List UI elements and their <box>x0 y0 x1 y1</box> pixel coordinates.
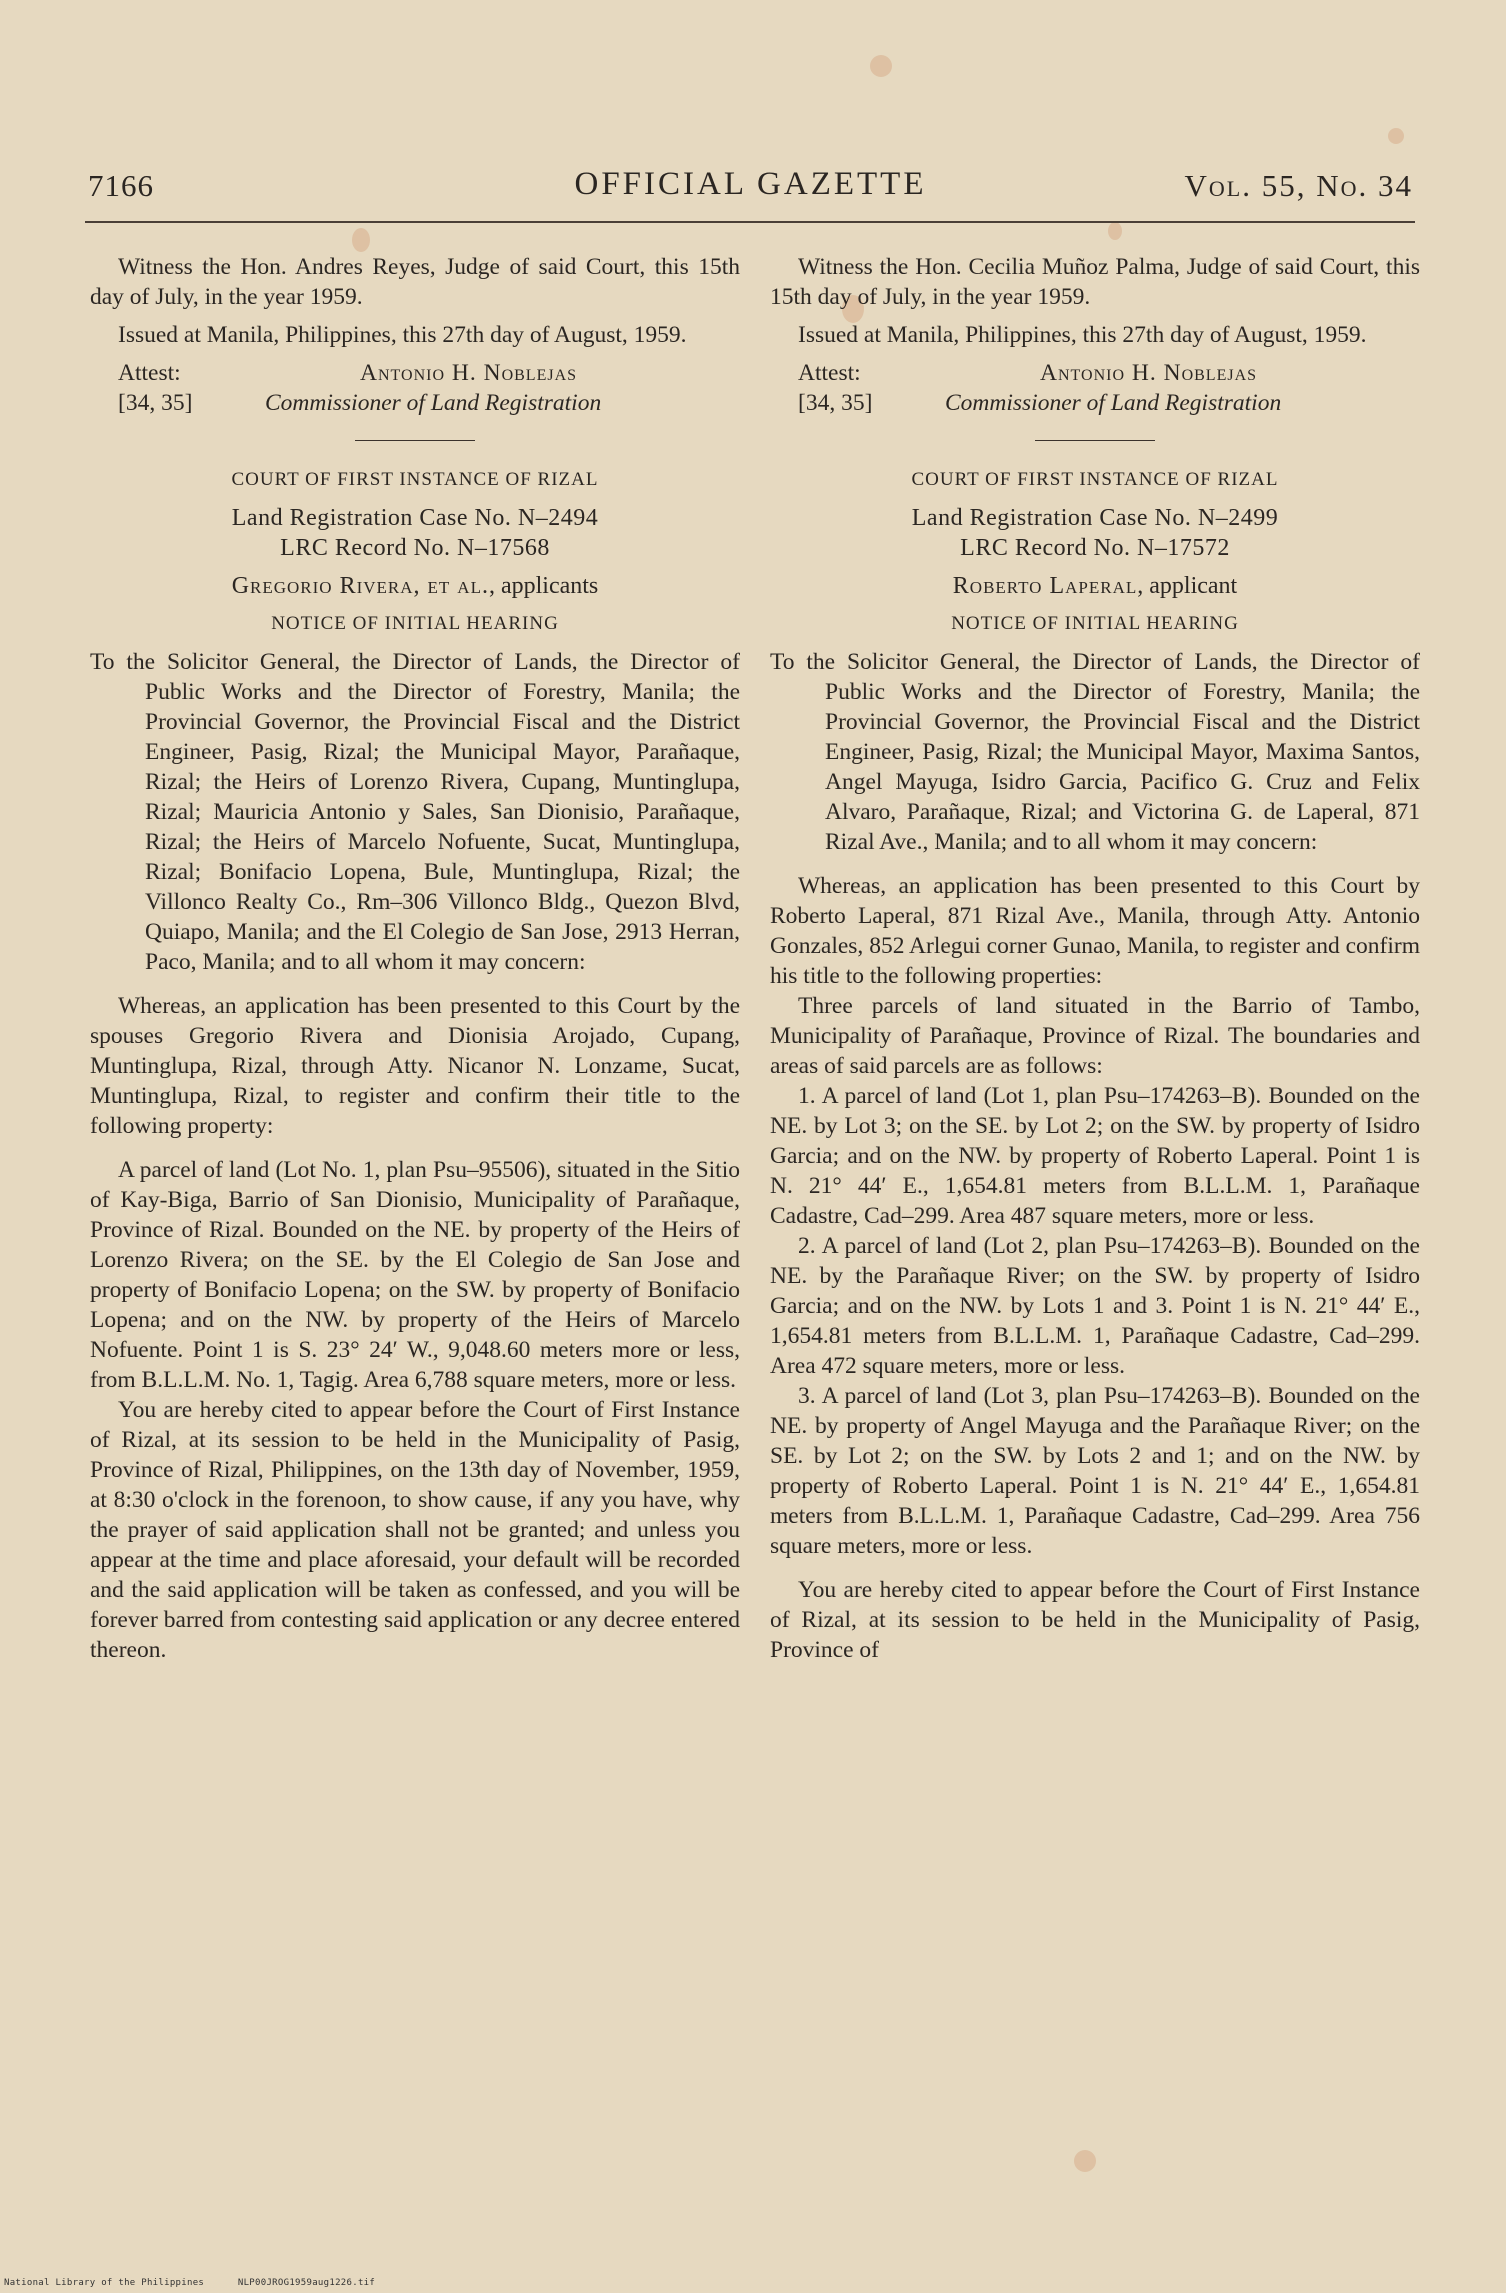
parcel-2-description: 2. A parcel of land (Lot 2, plan Psu–174263–B). Bounded on the NE. by the Parañaque River; on the SW. by property of Isidro Garcia; and on the NW. by Lots 1 and 3. Point 1 is N. 21° 44′ E., 1,654.81 meters from B.L.L.M. 1, Parañaque Cadastre, Cad–299. Area 472 square meters, more or less. <box>770 1233 1420 1379</box>
parcel-description: A parcel of land (Lot No. 1, plan Psu–95506), situated in the Sitio of Kay-Biga, Barrio of San Dionisio, Municipality of Parañaque, Province of Rizal. Bounded on the NE. by property of the Heirs of Lorenzo Rivera; on the SE. by the El Colegio de San Jose and property of Bonifacio Lopena; on the SW. by property of Bonifacio Lopena; and on the NW. by property of the Heirs of Marcelo Nofuente. Point 1 is S. 23° 24′ W., 9,048.60 meters more or less, from B.L.L.M. No. 1, Tagig. Area 6,788 square meters, more or less. <box>90 1157 740 1393</box>
lrc-record: LRC Record No. N–17568 <box>280 535 550 561</box>
paper-stain <box>1108 222 1122 240</box>
issue-reference: [34, 35] <box>118 390 193 416</box>
attest-title-line <box>90 388 740 418</box>
addressees-paragraph: To the Solicitor General, the Director of Lands, the Director of Public Works and the Director of Forestry, Manila; the Provincial Governor, the Provincial Fiscal and the District Engineer, Pasig, Rizal; the Municipal Mayor, Maxima Santos, Angel Mayuga, Isidro Garcia, Pacifico G. Cruz and Felix Alvaro, Parañaque, Rizal; and Victorina G. de Laperal, 871 Rizal Ave., Manila; and to all whom it may concern: <box>770 649 1420 855</box>
applicant-name: Roberto Laperal <box>952 573 1138 599</box>
right-column <box>770 252 1420 1665</box>
attest-label: Attest: <box>798 360 861 386</box>
case-number: Land Registration Case No. N–2494 <box>231 505 599 531</box>
commissioner-title: Commissioner of Land Registration <box>945 390 1282 416</box>
issue-reference: [34, 35] <box>798 390 873 416</box>
applicant-name: Gregorio Rivera, et al. <box>231 573 489 599</box>
left-column <box>90 252 740 1665</box>
publication-title: OFFICIAL GAZETTE <box>574 166 927 202</box>
section-divider <box>1035 440 1155 441</box>
library-credit: National Library of the Philippines <box>4 2278 205 2288</box>
issued-paragraph: Issued at Manila, Philippines, this 27th day of August, 1959. <box>118 322 687 348</box>
parcel-1-description: 1. A parcel of land (Lot 1, plan Psu–174263–B). Bounded on the NE. by Lot 3; on the SE. by Lot 2; on the SW. by property of Isidro Garcia; and on the NW. by property of Roberto Laperal. Point 1 is N. 21° 44′ E., 1,654.81 meters from B.L.L.M. 1, Parañaque Cadastre, Cad–299. Area 487 square meters, more or less. <box>770 1083 1420 1229</box>
section-divider <box>355 440 475 441</box>
citation-paragraph: You are hereby cited to appear before the Court of First Instance of Rizal, at its session to be held in the Municipality of Pasig, Province of Rizal, Philippines, on the 13th day of November, 1959, at 8:30 o'clock in the forenoon, to show cause, if any you have, why the prayer of said application shall not be granted; and unless you appear at the time and place aforesaid, your default will be recorded and the said application will be taken as confessed, and you will be forever barred from contesting said application or any decree entered thereon. <box>90 1397 740 1663</box>
paper-stain <box>1388 128 1404 144</box>
scan-filename: NLP00JROG1959aug1226.tif <box>237 2278 376 2288</box>
parcel-3-description: 3. A parcel of land (Lot 3, plan Psu–174263–B). Bounded on the NE. by property of Angel Mayuga and the Parañaque River; on the SE. by Lot 2; on the SW. by Lots 2 and 1; and on the NW. by property of Roberto Laperal. Point 1 is N. 21° 44′ E., 1,654.81 meters from B.L.L.M. 1, Parañaque Cadastre, Cad–299. Area 756 square meters, more or less. <box>770 1383 1420 1559</box>
attest-label: Attest: <box>118 360 181 386</box>
case-number: Land Registration Case No. N–2499 <box>911 505 1279 531</box>
whereas-paragraph: Whereas, an application has been presented to this Court by Roberto Laperal, 871 Rizal Ave., Manila, through Atty. Antonio Gonzales, 852 Arlegui corner Gunao, Manila, to register and confirm his title to the following properties: <box>770 873 1420 989</box>
witness-paragraph: Witness the Hon. Cecilia Muñoz Palma, Judge of said Court, this 15th day of July, in the year 1959. <box>770 254 1420 310</box>
notice-heading: NOTICE OF INITIAL HEARING <box>951 613 1239 634</box>
attest-title-line <box>770 388 1420 418</box>
paper-stain <box>1074 2150 1096 2172</box>
scan-footer <box>4 2278 403 2288</box>
lrc-record: LRC Record No. N–17572 <box>960 535 1230 561</box>
court-heading: COURT OF FIRST INSTANCE OF RIZAL <box>231 469 599 490</box>
attest-line <box>770 358 1420 388</box>
court-heading: COURT OF FIRST INSTANCE OF RIZAL <box>911 469 1279 490</box>
volume-issue: Vol. 55, No. 34 <box>1184 168 1413 203</box>
applicant-suffix: , applicant <box>1137 573 1238 599</box>
citation-paragraph: You are hereby cited to appear before the Court of First Instance of Rizal, at its session to be held in the Municipality of Pasig, Province of <box>770 1577 1420 1663</box>
whereas-paragraph: Whereas, an application has been presented to this Court by the spouses Gregorio Rivera and Dionisia Arojado, Cupang, Muntinglupa, Rizal, through Atty. Nicanor N. Lonzame, Sucat, Muntinglupa, Rizal, to register and confirm their title to the following property: <box>90 993 740 1139</box>
commissioner-name: Antonio H. Noblejas <box>360 360 578 386</box>
commissioner-title: Commissioner of Land Registration <box>265 390 602 416</box>
witness-paragraph: Witness the Hon. Andres Reyes, Judge of said Court, this 15th day of July, in the year 1959. <box>90 254 740 310</box>
applicant-line <box>90 571 740 601</box>
paper-stain <box>352 228 370 252</box>
applicant-line <box>770 571 1420 601</box>
issued-paragraph: Issued at Manila, Philippines, this 27th day of August, 1959. <box>798 322 1367 348</box>
page-number: 7166 <box>88 168 154 203</box>
attest-line <box>90 358 740 388</box>
running-header <box>88 162 1413 212</box>
parcels-intro: Three parcels of land situated in the Barrio of Tambo, Municipality of Parañaque, Province of Rizal. The boundaries and areas of said parcels are as follows: <box>770 993 1420 1079</box>
header-rule <box>85 221 1415 223</box>
commissioner-name: Antonio H. Noblejas <box>1040 360 1258 386</box>
applicant-suffix: , applicants <box>488 573 599 599</box>
addressees-paragraph: To the Solicitor General, the Director of Lands, the Director of Public Works and the Director of Forestry, Manila; the Provincial Governor, the Provincial Fiscal and the District Engineer, Pasig, Rizal; the Municipal Mayor, Parañaque, Rizal; the Heirs of Lorenzo Rivera, Cupang, Muntinglupa, Rizal; Mauricia Antonio y Sales, San Dionisio, Parañaque, Rizal; the Heirs of Marcelo Nofuente, Sucat, Muntinglupa, Rizal; Bonifacio Lopena, Bule, Muntinglupa, Rizal; the Villonco Realty Co., Rm–306 Villonco Bldg., Quezon Blvd, Quiapo, Manila; and the El Colegio de San Jose, 2913 Herran, Paco, Manila; and to all whom it may concern: <box>90 649 740 975</box>
notice-heading: NOTICE OF INITIAL HEARING <box>271 613 559 634</box>
paper-stain <box>870 55 892 77</box>
